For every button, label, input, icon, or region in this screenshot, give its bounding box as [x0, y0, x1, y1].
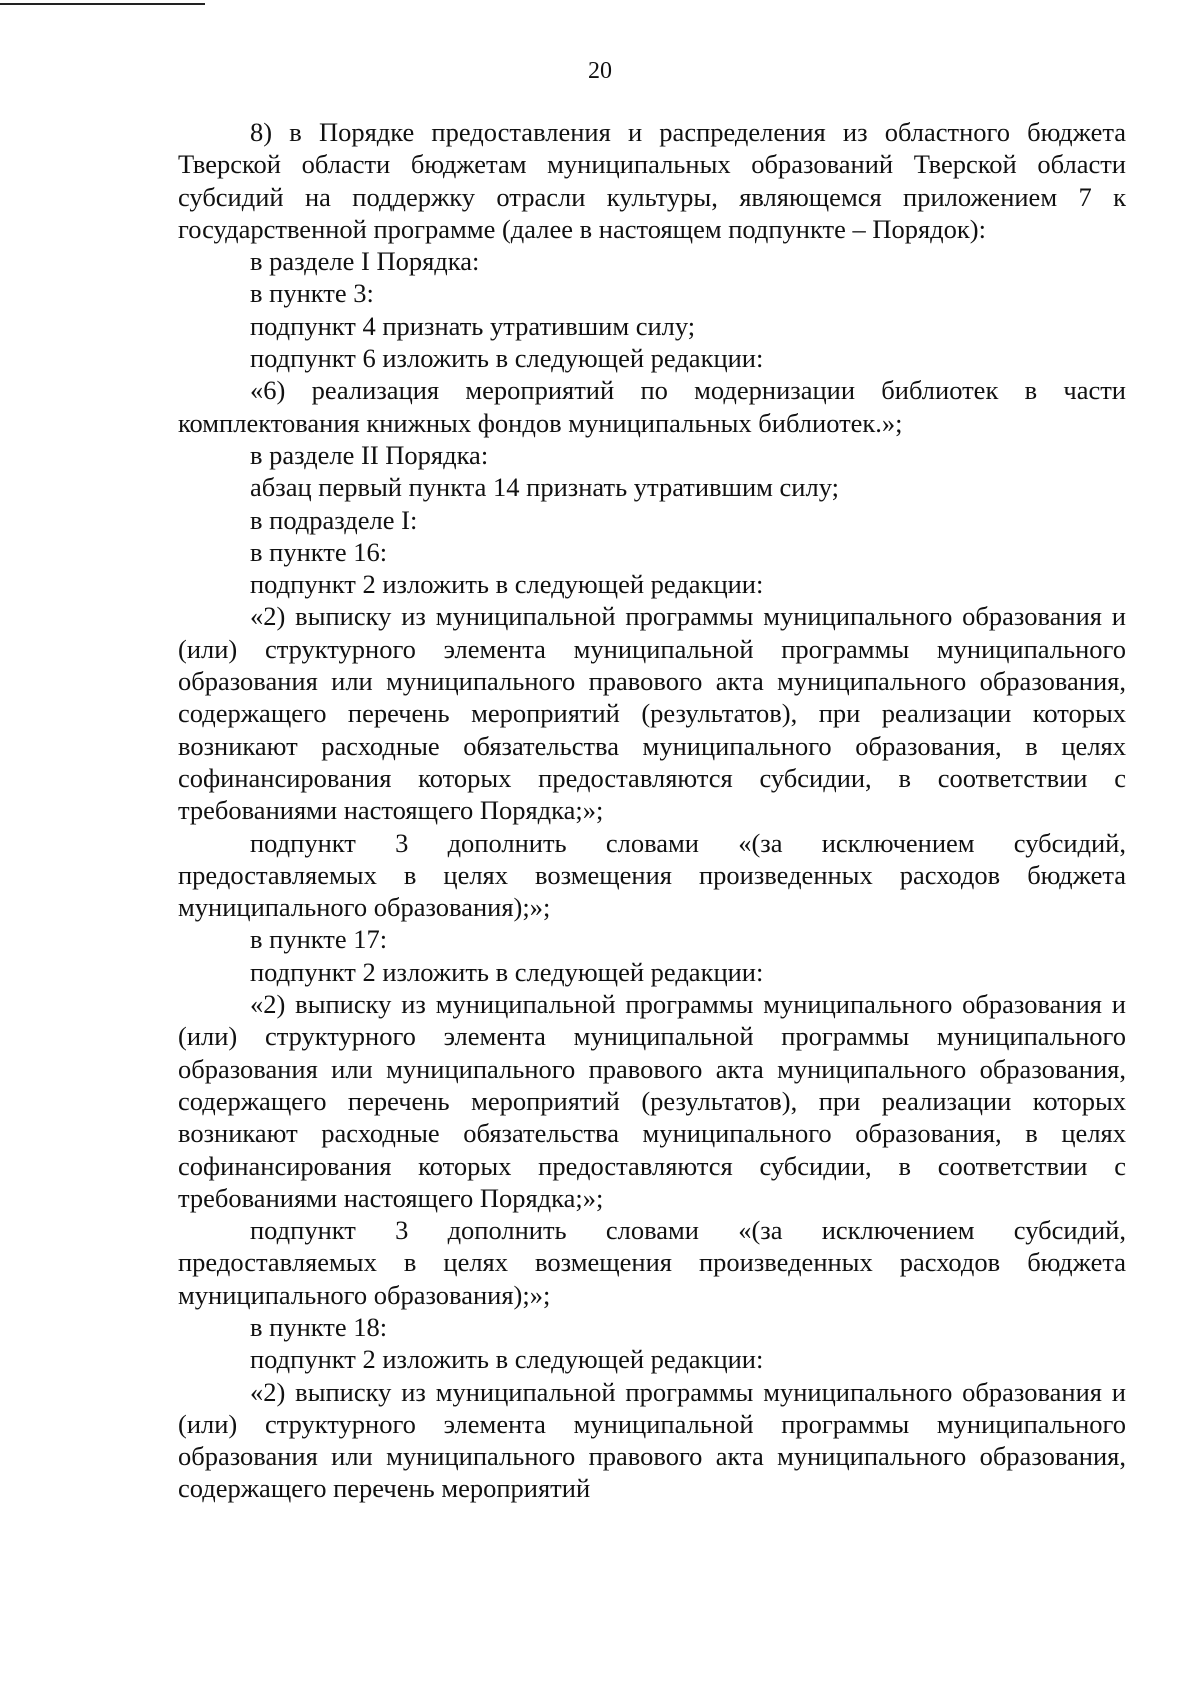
- document-body: [178, 116, 1126, 1505]
- paragraph: в подразделе I:: [250, 504, 418, 535]
- top-border-line: [0, 3, 205, 5]
- paragraph: подпункт 4 признать утратившим силу;: [250, 310, 696, 341]
- paragraph: в пункте 17:: [250, 924, 388, 955]
- paragraph: подпункт 3 дополнить словами «(за исключением субсидий, предоставляемых в целях возмещения произведенных расходов бюджета муниципального образования);»;: [178, 1215, 1126, 1310]
- paragraph: подпункт 2 изложить в следующей редакции:: [250, 956, 764, 987]
- paragraph: в пункте 18:: [250, 1311, 388, 1342]
- paragraph: «6) реализация мероприятий по модернизации библиотек в части комплектования книжных фондов муниципальных библиотек.»;: [178, 375, 1126, 438]
- paragraph: в разделе II Порядка:: [250, 439, 489, 470]
- paragraph: «2) выписку из муниципальной программы муниципального образования и (или) структурного элемента муниципальной программы муниципального образования или муниципального правового акта муниципального образования, содержащего перечень мероприятий: [178, 1376, 1126, 1504]
- paragraph: подпункт 2 изложить в следующей редакции:: [250, 1344, 764, 1375]
- paragraph: подпункт 2 изложить в следующей редакции:: [250, 569, 764, 600]
- paragraph: «2) выписку из муниципальной программы муниципального образования и (или) структурного элемента муниципальной программы муниципального образования или муниципального правового акта муниципального образования, содержащего перечень мероприятий (результатов), при реализации которых возникают расходные обязательства муниципального образования, в целях софинансирования которых предоставляются субсидии, в соответствии с требованиями настоящего Порядка;»;: [178, 601, 1126, 826]
- paragraph: «2) выписку из муниципальной программы муниципального образования и (или) структурного элемента муниципальной программы муниципального образования или муниципального правового акта муниципального образования, содержащего перечень мероприятий (результатов), при реализации которых возникают расходные обязательства муниципального образования, в целях софинансирования которых предоставляются субсидии, в соответствии с требованиями настоящего Порядка;»;: [178, 989, 1126, 1213]
- paragraph: подпункт 6 изложить в следующей редакции:: [250, 343, 764, 374]
- paragraph: 8) в Порядке предоставления и распределения из областного бюджета Тверской области бюджетам муниципальных образований Тверской области субсидий на поддержку отрасли культуры, являющемся приложением 7 к государственной программе (далее в настоящем подпункте – Порядок):: [178, 117, 1126, 244]
- paragraph: в разделе I Порядка:: [250, 246, 480, 277]
- paragraph: в пункте 16:: [250, 536, 388, 567]
- paragraph: абзац первый пункта 14 признать утратившим силу;: [250, 472, 839, 503]
- page-number: 20: [588, 58, 612, 84]
- paragraph: в пункте 3:: [250, 278, 374, 309]
- paragraph: подпункт 3 дополнить словами «(за исключением субсидий, предоставляемых в целях возмещения произведенных расходов бюджета муниципального образования);»;: [178, 827, 1126, 923]
